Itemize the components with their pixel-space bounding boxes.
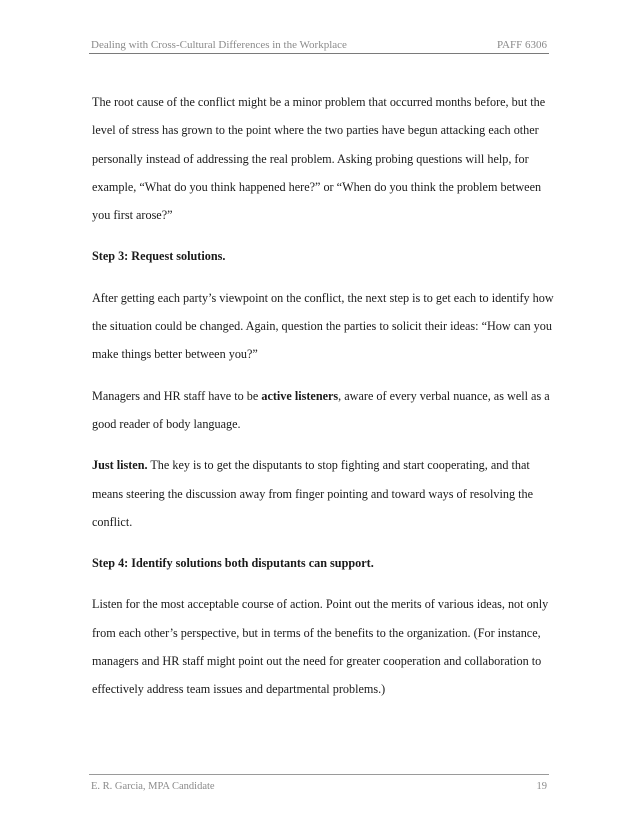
paragraph-root-cause: The root cause of the conflict might be a minor problem that occurred months before, but the level of stress has grown to the point where the two parties have begun attacking each other personally instead of addressing the real problem. Asking probing questions will help, for example, “What do you think happened here?” or “When do you think the problem between you first arose?” (92, 95, 546, 223)
paragraph-just-listen (92, 451, 554, 536)
page-header (91, 39, 547, 51)
paragraph-acceptable-action: Listen for the most acceptable course of action. Point out the merits of various ideas, not only from each other’s perspective, but in terms of the benefits to the organization. (For instance, managers and HR staff might point out the need for greater cooperation and collaboration to effectively address team issues and departmental problems.) (92, 597, 549, 697)
paragraph-text: , aware of every verbal nuance, as well as a good reader of body language. (92, 388, 550, 431)
paragraph-request-solutions: After getting each party’s viewpoint on the conflict, the next step is to get each to identify how the situation could be changed. Again, question the parties to solicit their ideas: “How can you make things better between you?” (92, 290, 554, 362)
header-title: Dealing with Cross-Cultural Differences in the Workplace (91, 39, 347, 51)
header-rule (89, 53, 549, 54)
step-3-heading: Step 3: Request solutions. (92, 249, 226, 264)
emphasis-just-listen: Just listen. (92, 458, 148, 473)
header-course-code: PAFF 6306 (496, 39, 547, 51)
step-4-heading: Step 4: Identify solutions both disputants can support. (92, 556, 374, 571)
footer-rule (89, 774, 549, 775)
paragraph-text: The key is to get the disputants to stop fighting and start cooperating, and that means steering the discussion away from finger pointing and toward ways of resolving the conflict. (92, 458, 534, 529)
paragraph-text: Managers and HR staff have to be (92, 388, 262, 403)
page-footer (91, 781, 547, 792)
emphasis-active-listeners: active listeners (261, 388, 339, 403)
footer-author: E. R. Garcia, MPA Candidate (91, 781, 215, 792)
document-body (92, 88, 554, 717)
page-number: 19 (536, 781, 547, 792)
paragraph-active-listeners (92, 382, 554, 439)
